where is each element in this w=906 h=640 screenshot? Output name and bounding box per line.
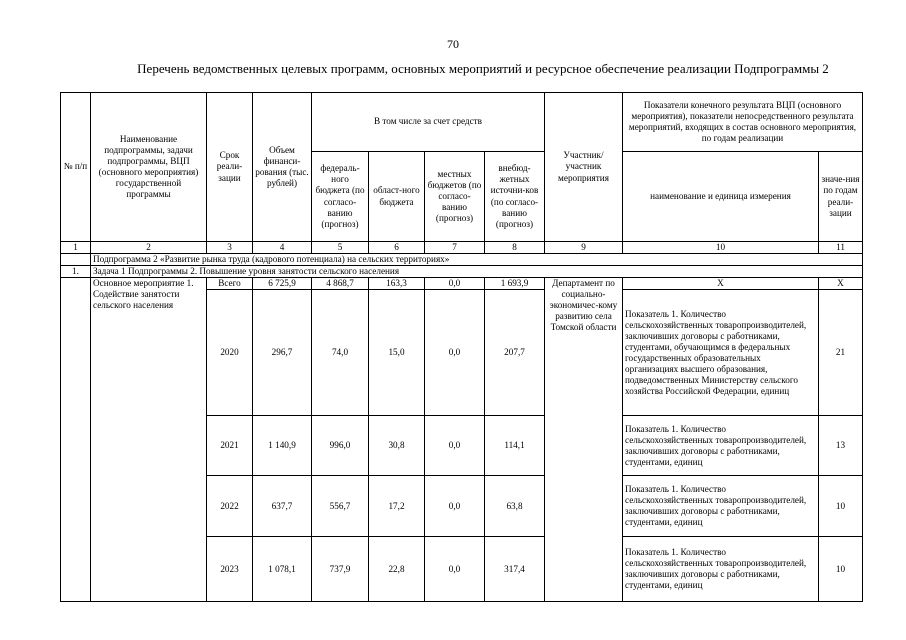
regional-cell: 22,8 [369, 537, 425, 602]
task-title: Задача 1 Подпрограммы 2. Повышение уровня занятости сельского населения [91, 266, 863, 278]
header-federal: федераль-ного бюджета (по согласо-ванию (прогноз) [312, 152, 369, 242]
term-cell: 2022 [207, 476, 253, 537]
term-cell: 2020 [207, 290, 253, 416]
header-local: местных бюджетов (по согласо-ванию (прогноз) [425, 152, 485, 242]
header-name: Наименование подпрограммы, задачи подпрограммы, ВЦП (основного мероприятия) государственной программы [91, 93, 207, 242]
subprogram-row [61, 254, 863, 266]
offbudget-cell: 207,7 [485, 290, 545, 416]
volume-cell: 6 725,9 [253, 278, 312, 290]
indicator-value-cell: Х [819, 278, 863, 290]
col-number: 10 [623, 242, 819, 254]
term-cell: Всего [207, 278, 253, 290]
term-cell: 2021 [207, 416, 253, 476]
activity-name: Основное мероприятие 1. Содействие занятости сельского населения [91, 278, 207, 602]
volume-cell: 1 140,9 [253, 416, 312, 476]
indicator-cell: Показатель 1. Количество сельскохозяйственных товаропроизводителей, заключивших договоры с работниками, студентами, единиц [623, 476, 819, 537]
local-cell: 0,0 [425, 476, 485, 537]
term-cell: 2023 [207, 537, 253, 602]
indicator-cell: Х [623, 278, 819, 290]
federal-cell: 556,7 [312, 476, 369, 537]
col-number: 8 [485, 242, 545, 254]
federal-cell: 4 868,7 [312, 278, 369, 290]
local-cell: 0,0 [425, 537, 485, 602]
col-number: 1 [61, 242, 91, 254]
local-cell: 0,0 [425, 290, 485, 416]
local-cell: 0,0 [425, 416, 485, 476]
indicator-cell: Показатель 1. Количество сельскохозяйственных товаропроизводителей, заключивших договоры с работниками, студентами, обучающимся в федеральных государственных образовательных организациях высшего образования, подведомственных Министерству сельского хозяйства Российской Федерации, единиц [623, 290, 819, 416]
col-number: 3 [207, 242, 253, 254]
indicator-value-cell: 10 [819, 537, 863, 602]
col-number: 9 [545, 242, 623, 254]
page-number: 70 [447, 37, 459, 51]
header-indicator-value: значе-ния по годам реали-зации [819, 152, 863, 242]
col-number: 7 [425, 242, 485, 254]
volume-cell: 637,7 [253, 476, 312, 537]
column-numbers-row [61, 242, 863, 254]
header-volume: Объем финанси-рования (тыс. рублей) [253, 93, 312, 242]
federal-cell: 74,0 [312, 290, 369, 416]
col-number: 6 [369, 242, 425, 254]
col-number: 11 [819, 242, 863, 254]
offbudget-cell: 114,1 [485, 416, 545, 476]
indicator-value-cell: 13 [819, 416, 863, 476]
regional-cell: 163,3 [369, 278, 425, 290]
indicator-value-cell: 10 [819, 476, 863, 537]
indicator-cell: Показатель 1. Количество сельскохозяйственных товаропроизводителей, заключивших договоры с работниками, студентами, единиц [623, 537, 819, 602]
col-number: 4 [253, 242, 312, 254]
header-offbudget: внебюд-жетных источни-ков (по согласо-ванию (прогноз) [485, 152, 545, 242]
header-indicators: Показатели конечного результата ВЦП (основного мероприятия), показатели непосредственного результата мероприятий, входящих в состав основного мероприятия, по годам реализации [623, 93, 863, 152]
header-term: Срок реали-зации [207, 93, 253, 242]
task-row [61, 266, 863, 278]
federal-cell: 737,9 [312, 537, 369, 602]
regional-cell: 17,2 [369, 476, 425, 537]
subprogram-title: Подпрограмма 2 «Развитие рынка труда (кадрового потенциала) на сельских территориях» [91, 254, 863, 266]
regional-cell: 15,0 [369, 290, 425, 416]
col-number: 5 [312, 242, 369, 254]
offbudget-cell: 63,8 [485, 476, 545, 537]
regional-cell: 30,8 [369, 416, 425, 476]
col-number: 2 [91, 242, 207, 254]
header-regional: област-ного бюджета [369, 152, 425, 242]
header-num: № п/п [61, 93, 91, 242]
document-title: Перечень ведомственных целевых программ, основных мероприятий и ресурсное обеспечение реализации Подпрограммы 2 [137, 61, 829, 76]
federal-cell: 996,0 [312, 416, 369, 476]
header-participant: Участник/ участник мероприятия [545, 93, 623, 242]
header-indicator-name: наименование и единица измерения [623, 152, 819, 242]
offbudget-cell: 317,4 [485, 537, 545, 602]
volume-cell: 296,7 [253, 290, 312, 416]
table-row-total [61, 278, 863, 290]
header-including: В том числе за счет средств [312, 93, 545, 152]
task-number: 1. [61, 266, 91, 278]
volume-cell: 1 078,1 [253, 537, 312, 602]
indicator-cell: Показатель 1. Количество сельскохозяйственных товаропроизводителей, заключивших договоры с работниками, студентами, единиц [623, 416, 819, 476]
indicator-value-cell: 21 [819, 290, 863, 416]
offbudget-cell: 1 693,9 [485, 278, 545, 290]
local-cell: 0,0 [425, 278, 485, 290]
participant-cell: Департамент по социально-экономичес-кому развитию села Томской области [545, 278, 623, 602]
programs-table [60, 92, 863, 602]
